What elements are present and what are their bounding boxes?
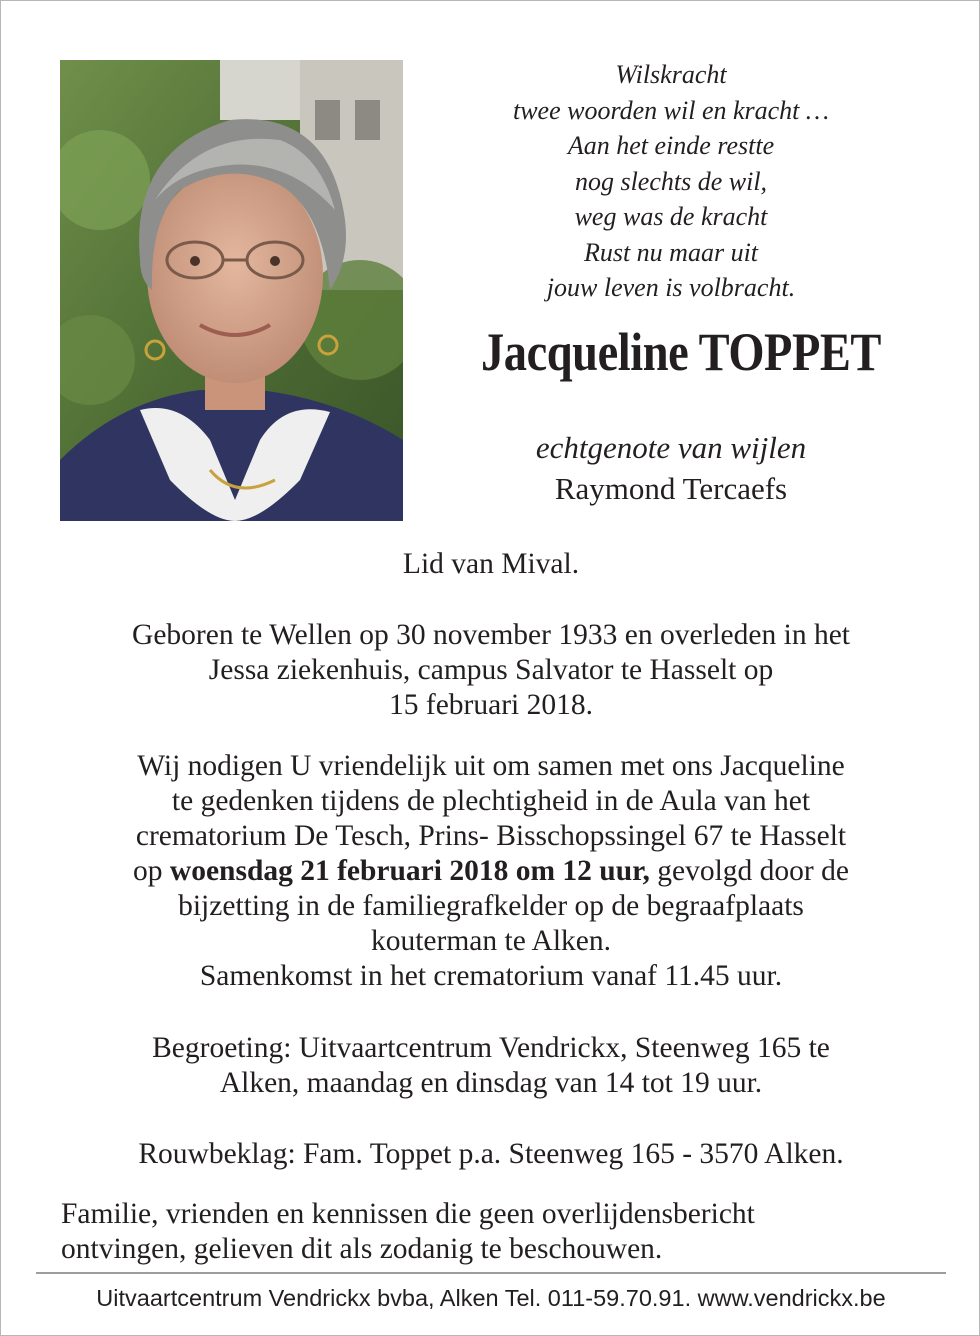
poem-line: twee woorden wil en kracht … (512, 95, 830, 125)
portrait-photo (60, 60, 403, 521)
notice-line: ontvingen, gelieven dit als zodanig te beschouwen. (61, 1233, 663, 1265)
birth-death-text (41, 618, 941, 723)
poem (441, 57, 901, 306)
membership-text: Lid van Mival. (402, 548, 580, 580)
notice-text (61, 1197, 961, 1267)
ceremony-line: Samenkomst in het crematorium vanaf 11.45 uur. (199, 960, 783, 992)
portrait-photo-icon (60, 60, 403, 521)
spouse-name: Raymond Tercaefs (554, 471, 788, 506)
poem-line: jouw leven is volbracht. (546, 273, 796, 302)
greeting-text (41, 1031, 941, 1101)
greeting-line: Alken, maandag en dinsdag van 14 tot 19 uur. (219, 1067, 763, 1099)
condolence-text: Rouwbeklag: Fam. Toppet p.a. Steenweg 165 - 3570 Alken. (138, 1138, 844, 1170)
ceremony-line: op woensdag 21 februari 2018 om 12 uur, gevolgd door de (133, 855, 849, 887)
footer-text: Uitvaartcentrum Vendrickx bvba, Alken Tel. 011-59.70.91. www.vendrickx.be (96, 1285, 886, 1311)
ceremony-line: te gedenken tijdens de plechtigheid in de Aula van het (171, 785, 811, 817)
poem-line: Aan het einde restte (567, 131, 775, 160)
notice-line: Familie, vrienden en kennissen die geen overlijdensbericht (61, 1198, 755, 1230)
deceased-name: Jacqueline TOPPET (481, 322, 881, 382)
ceremony-line: Wij nodigen U vriendelijk uit om samen met ons Jacqueline (137, 750, 845, 782)
ceremony-text (41, 749, 941, 994)
poem-line: Wilskracht (615, 60, 727, 89)
ceremony-line: bijzetting in de familiegrafkelder op de begraafplaats (178, 890, 804, 922)
poem-line: nog slechts de wil, (574, 166, 768, 196)
relation-text: echtgenote van wijlen (535, 430, 807, 465)
footer-divider (36, 1272, 946, 1274)
ceremony-line: crematorium De Tesch, Prins- Bisschopssingel 67 te Hasselt (135, 820, 847, 852)
poem-line: weg was de kracht (574, 202, 768, 231)
greeting-line: Begroeting: Uitvaartcentrum Vendrickx, Steenweg 165 te (152, 1032, 830, 1064)
ceremony-line: kouterman te Alken. (370, 925, 612, 957)
birth-death-line: Jessa ziekenhuis, campus Salvator te Hasselt op (208, 654, 774, 686)
birth-death-line: Geboren te Wellen op 30 november 1933 en overleden in het (132, 619, 850, 651)
ceremony-date: woensdag 21 februari 2018 om 12 uur, (169, 855, 650, 887)
poem-line: Rust nu maar uit (583, 237, 759, 267)
birth-death-line: 15 februari 2018. (389, 689, 593, 721)
